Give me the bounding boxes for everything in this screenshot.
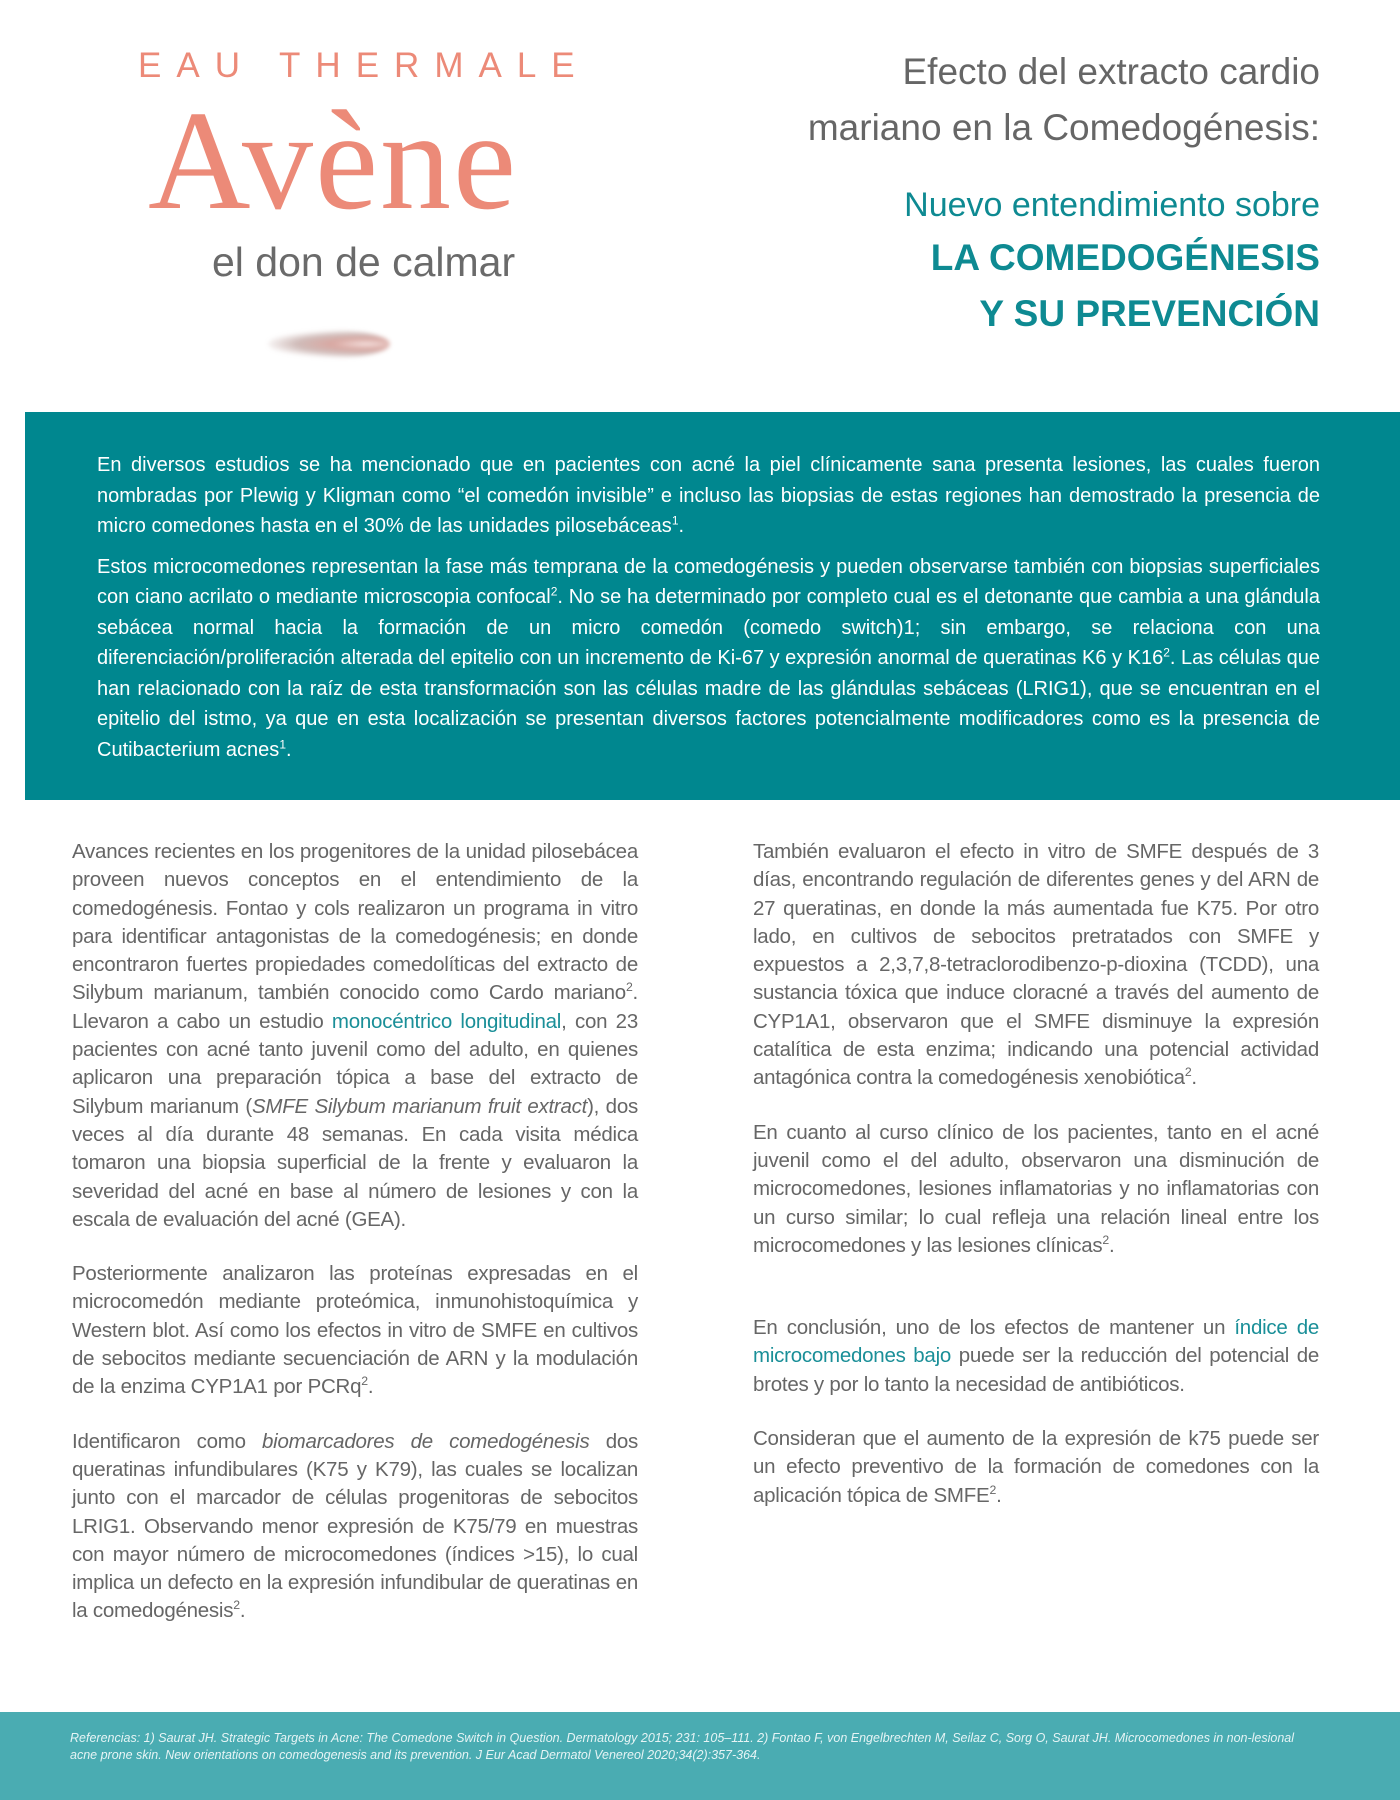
text-segment: . <box>1109 1233 1115 1257</box>
reference-superscript: 2 <box>1163 645 1170 660</box>
text-segment: Identificaron como <box>72 1429 263 1453</box>
title-line-1: LA COMEDOGÉNESIS <box>930 237 1320 278</box>
italic-text: biomarcadores de comedogénesis <box>262 1429 590 1453</box>
text-segment: puede ser la reducción del potencial de brotes y por lo tanto la necesidad de antibióticos. <box>753 1344 1320 1396</box>
text-segment: Avances recientes en los progenitores de la unidad pilosebácea proveen nuevos conceptos en el entendimiento de la comedogénesis. Fontao y cols realizaron un programa in vitro para identificar antagonistas de la comedogénesis; en donde encontraron fuertes propiedades comedolíticas del extracto de Silybum marianum, también conocido como Cardo mariano <box>72 840 638 1005</box>
reference-superscript: 2 <box>989 1482 997 1497</box>
body-paragraph <box>753 1119 1319 1260</box>
text-segment: , con 23 pacientes con acné tanto juvenil como del adulto, en quienes aplicaron una preparación tópica a base del extracto de Silybum marianum ( <box>72 1009 638 1118</box>
reference-superscript: 2 <box>361 1374 368 1389</box>
reference-superscript: 2 <box>550 584 558 599</box>
text-segment: . <box>367 1375 374 1399</box>
text-segment: Estos microcomedones representan la fase más temprana de la comedogénesis y pueden observarse también con biopsias superficiales con ciano acrilato o mediante microscopia confocal <box>97 555 1320 608</box>
reference-superscript: 2 <box>625 980 633 995</box>
reference-superscript: 2 <box>233 1598 240 1613</box>
heading-line-1: Efecto del extracto cardio <box>902 51 1320 92</box>
body-paragraph <box>72 1260 638 1401</box>
highlight-link: monocéntrico longitudinal <box>331 1009 562 1033</box>
title-line-2: Y SU PREVENCIÓN <box>979 293 1320 334</box>
references-footer <box>0 1712 1400 1800</box>
highlight-link: índice de microcomedones bajo <box>753 1316 1319 1368</box>
reference-superscript: 1 <box>671 513 679 528</box>
text-segment: Consideran que el aumento de la expresión de k75 puede ser un efecto preventivo de la formación de comedones con la aplicación tópica de SMFE <box>753 1427 1319 1507</box>
text-segment: En conclusión, uno de los efectos de mantener un <box>753 1316 1235 1340</box>
text-segment: . <box>996 1483 1002 1507</box>
body-paragraph <box>72 1428 638 1626</box>
text-segment: dos queratinas infundibulares (K75 y K79), las cuales se localizan junto con el marcador de células progenitoras de sebocitos LRIG1. Observando menor expresión de K75/79 en muestras con mayor número de microcomedones (índices >15), lo cual implica un defecto en la expresión infundibular de queratinas en la comedogénesis <box>72 1429 638 1623</box>
text-segment: También evaluaron el efecto in vitro de SMFE después de 3 días, encontrando regulación de diferentes genes y del ARN de 27 queratinas, en donde la más aumentada fue K75. Por otro lado, en cultivos de sebocitos pretratados con SMFE y expuestos a 2,3,7,8-tetraclorodibenzo-p-dioxina (TCDD), una sustancia tóxica que induce cloracné a través del aumento de CYP1A1, observaron que el SMFE disminuye la expresión catalítica de esta enzima; indicando una potencial actividad antagónica contra la comedogénesis xenobiótica <box>753 840 1319 1090</box>
logo-avene: Avène <box>148 81 519 239</box>
article-subtitle: Nuevo entendimiento sobre <box>904 186 1320 224</box>
text-segment: . Llevaron a cabo un estudio <box>72 981 638 1033</box>
body-paragraph <box>753 1314 1319 1399</box>
references-text: Referencias: 1) Saurat JH. Strategic Targets in Acne: The Comedone Switch in Question. Dermatology 2015; 231: 105–111. 2) Fontao F, von Engelbrechten M, Seilaz C, Sorg O, Saurat JH. Microcomedones in non-lesional acne prone skin. New orientations on comedogenesis and its prevention. J Eur Acad Dermatol Venereol 2020;34(2):357-364. <box>70 1731 1295 1762</box>
text-segment: Posteriormente analizaron las proteínas expresadas en el microcomedón mediante proteómica, inmunohistoquímica y Western blot. Así como los efectos in vitro de SMFE en cultivos de sebocitos mediante secuenciación de ARN y la modulación de la enzima CYP1A1 por PCRq <box>72 1262 638 1399</box>
article-title <box>931 230 1320 342</box>
right-column <box>753 838 1319 1536</box>
text-segment: En diversos estudios se ha mencionado que en pacientes con acné la piel clínicamente sana presenta lesiones, las cuales fueron nombradas por Plewig y Kligman como “el comedón invisible” e incluso las biopsias de estas regiones han demostrado la presencia de micro comedones hasta en el 30% de las unidades pilosebáceas <box>97 454 1320 537</box>
body-paragraph <box>753 1425 1319 1510</box>
article-heading <box>808 44 1320 156</box>
reference-superscript: 1 <box>279 736 286 751</box>
left-column <box>72 838 638 1652</box>
body-paragraph <box>72 838 638 1234</box>
text-segment: En cuanto al curso clínico de los pacientes, tanto en el acné juvenil como el del adulto, observaron una disminución de microcomedones, lesiones inflamatorias y no inflamatorias con un curso similar; lo cual refleja una relación lineal entre los microcomedones y las lesiones clínicas <box>753 1120 1319 1257</box>
text-segment: . <box>239 1599 246 1623</box>
italic-text: SMFE Silybum marianum fruit extract <box>251 1094 588 1118</box>
text-segment: . Las células que han relacionado con la raíz de esta transformación son las células madre de las glándulas sebáceas (LRIG1), que se encuentran en el epitelio del istmo, ya que en esta localización se presentan diversos factores potencialmente modificadores como es la presencia de Cutibacterium acnes <box>97 647 1320 761</box>
intro-paragraph <box>97 450 1320 542</box>
heading-line-2: mariano en la Comedogénesis: <box>807 107 1320 148</box>
intro-box <box>25 412 1400 800</box>
logo-eau-thermale: EAU THERMALE <box>138 46 590 85</box>
text-segment: . <box>678 515 685 537</box>
logo-tagline: el don de calmar <box>212 239 516 285</box>
text-segment: . <box>1191 1066 1197 1090</box>
reference-superscript: 2 <box>1102 1233 1109 1248</box>
text-segment: . <box>286 738 292 761</box>
text-segment: ), dos veces al día durante 48 semanas. En cada visita médica tomaron una biopsia superficial de la frente y evaluaron la severidad del acné en base al número de lesiones y con la escala de evaluación del acné (GEA). <box>72 1094 638 1231</box>
intro-paragraph <box>97 552 1320 766</box>
text-segment: . No se ha determinado por completo cual es el detonante que cambia a una glándula sebácea normal hacia la formación de un micro comedón (comedo switch)1; sin embargo, se relaciona con una diferenciación/proliferación alterada del epitelio con un incremento de Ki-67 y expresión anormal de queratinas K6 y K16 <box>97 586 1320 669</box>
reference-superscript: 2 <box>1184 1065 1192 1080</box>
body-paragraph <box>753 838 1319 1093</box>
droplet-icon <box>268 330 390 358</box>
